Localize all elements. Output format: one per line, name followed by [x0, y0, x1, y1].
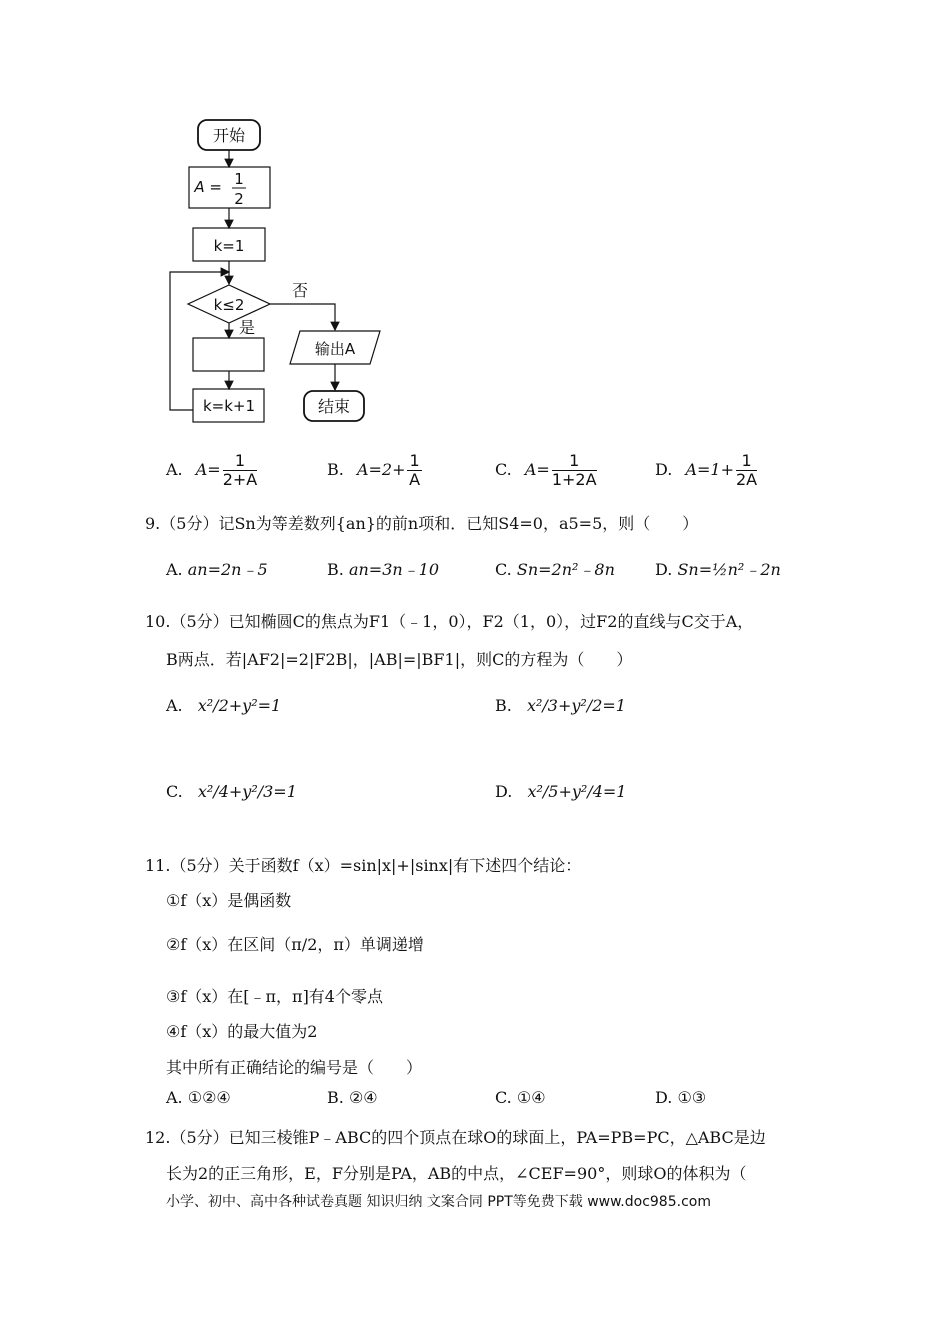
option-letter: D.: [655, 560, 673, 579]
q11-option-c: [495, 1088, 546, 1107]
option-text: Sn=2n²﹣8n: [516, 560, 615, 579]
option-letter: B.: [327, 460, 344, 479]
option-letter: B.: [495, 696, 512, 715]
flowchart-yes-label: 是: [238, 318, 256, 337]
question-text: 记Sn为等差数列{an}的前n项和．已知S4=0，a5=5，则（ ）: [218, 514, 699, 533]
option-text: ①②④: [187, 1088, 231, 1107]
option-letter: A.: [166, 460, 183, 479]
option-letter: C.: [495, 560, 512, 579]
option-letter: A.: [166, 560, 183, 579]
option-text: ②④: [348, 1088, 378, 1107]
frac-denominator: 2+A: [222, 470, 258, 489]
option-text: ①③: [677, 1088, 707, 1107]
q11-option-b: [327, 1088, 378, 1107]
question-number: 9.: [145, 514, 161, 533]
q11-statement-3: [166, 984, 383, 1007]
frac-numerator: 1: [223, 452, 258, 471]
q10-stem-line1: [145, 609, 753, 632]
option-letter: C.: [166, 782, 183, 801]
flowchart-start-label: 开始: [212, 126, 246, 145]
option-prefix: A=: [195, 460, 221, 479]
statement-text: ①f（x）是偶函数: [166, 891, 292, 910]
q11-statement-1: [166, 888, 291, 911]
question-number: 10.: [145, 612, 171, 631]
option-prefix: A=: [524, 460, 550, 479]
q8-option-d: [655, 452, 759, 489]
option-prefix: A=2+: [356, 460, 406, 479]
option-letter: B.: [327, 1088, 344, 1107]
option-prefix: A=1+: [685, 460, 734, 479]
option-letter: D.: [655, 460, 673, 479]
page-footer: 小学、初中、高中各种试卷真题 知识归纳 文案合同 PPT等免费下载 www.doc985.com: [166, 1194, 711, 1210]
flowchart-end-label: 结束: [317, 397, 351, 416]
option-letter: D.: [495, 782, 513, 801]
flowchart-init-a-num: 1: [234, 170, 244, 188]
question-score: （5分）: [170, 612, 229, 631]
frac-numerator: 1: [409, 451, 420, 470]
option-letter: A.: [166, 1088, 183, 1107]
q9-option-a: [166, 557, 268, 580]
statement-text: ②f（x）在区间（π/2，π）单调递增: [166, 935, 424, 954]
frac-numerator: 1: [552, 452, 597, 471]
q12-stem-line2: [166, 1161, 746, 1184]
statement-text: ④f（x）的最大值为2: [166, 1022, 318, 1041]
option-text: ①④: [516, 1088, 546, 1107]
flowchart-increment-label: k=k+1: [202, 397, 256, 415]
q8-option-a: [166, 452, 259, 489]
statement-text: ③f（x）在[﹣π，π]有4个零点: [166, 987, 383, 1006]
q11-statement-4: [166, 1019, 317, 1042]
flowchart: [150, 112, 550, 432]
q11-option-d: [655, 1088, 706, 1107]
option-text: an=3n﹣10: [348, 560, 440, 579]
flowchart-init-k-label: k=1: [213, 237, 245, 255]
frac-denominator: A: [409, 470, 421, 489]
option-text: x²/4+y²/3=1: [197, 782, 297, 801]
q10-option-d: [495, 782, 626, 801]
q8-option-c: [495, 452, 599, 489]
option-letter: A.: [166, 696, 183, 715]
flowchart-condition-label: k≤2: [213, 296, 245, 314]
q10-option-c: [166, 782, 297, 801]
flowchart-output-label: 输出A: [314, 340, 356, 358]
flowchart-init-a-lhs: A =: [194, 178, 222, 196]
option-text: x²/5+y²/4=1: [527, 782, 627, 801]
q11-stem: [145, 853, 581, 876]
option-letter: B.: [327, 560, 344, 579]
frac-denominator: 1+2A: [551, 470, 597, 489]
q9-stem: [145, 511, 698, 534]
option-letter: D.: [655, 1088, 673, 1107]
q12-stem-line1: [145, 1125, 766, 1148]
question-score: （5分）: [160, 514, 219, 533]
question-number: 12.: [145, 1128, 171, 1147]
question-text: 已知三棱锥P﹣ABC的四个顶点在球O的球面上，PA=PB=PC，△ABC是边: [228, 1128, 766, 1147]
question-text: 关于函数f（x）=sin|x|+|sinx|有下述四个结论：: [228, 856, 582, 875]
q9-option-d: [655, 557, 781, 580]
q11-ask: [166, 1055, 422, 1078]
option-text: x²/2+y²=1: [197, 696, 282, 715]
flowchart-no-label: 否: [291, 281, 309, 300]
q10-option-a: [166, 696, 281, 715]
question-text: 其中所有正确结论的编号是（ ）: [166, 1058, 423, 1077]
q10-stem-line2: [166, 647, 632, 670]
q9-option-b: [327, 557, 439, 580]
flowchart-empty-box: [193, 338, 264, 371]
frac-denominator: 2A: [735, 470, 758, 489]
question-text: 已知椭圆C的焦点为F1（﹣1，0），F2（1，0），过F2的直线与C交于A，: [228, 612, 754, 631]
option-letter: C.: [495, 1088, 512, 1107]
q11-option-a: [166, 1088, 231, 1107]
flowchart-init-a-den: 2: [234, 190, 244, 208]
question-number: 11.: [145, 856, 171, 875]
question-score: （5分）: [170, 856, 229, 875]
option-letter: C.: [495, 460, 512, 479]
option-text: x²/3+y²/2=1: [526, 696, 626, 715]
option-text: Sn=½n²﹣2n: [677, 560, 781, 579]
question-text: B两点．若|AF2|=2|F2B|，|AB|=|BF1|，则C的方程为（ ）: [166, 650, 633, 669]
question-score: （5分）: [170, 1128, 229, 1147]
question-text: 长为2的正三角形，E，F分别是PA，AB的中点，∠CEF=90°，则球O的体积为（: [166, 1164, 747, 1183]
option-text: an=2n﹣5: [187, 560, 268, 579]
q8-option-b: [327, 452, 424, 489]
q11-statement-2: [166, 932, 424, 955]
frac-numerator: 1: [736, 452, 757, 471]
q10-option-b: [495, 696, 626, 715]
q9-option-c: [495, 557, 615, 580]
